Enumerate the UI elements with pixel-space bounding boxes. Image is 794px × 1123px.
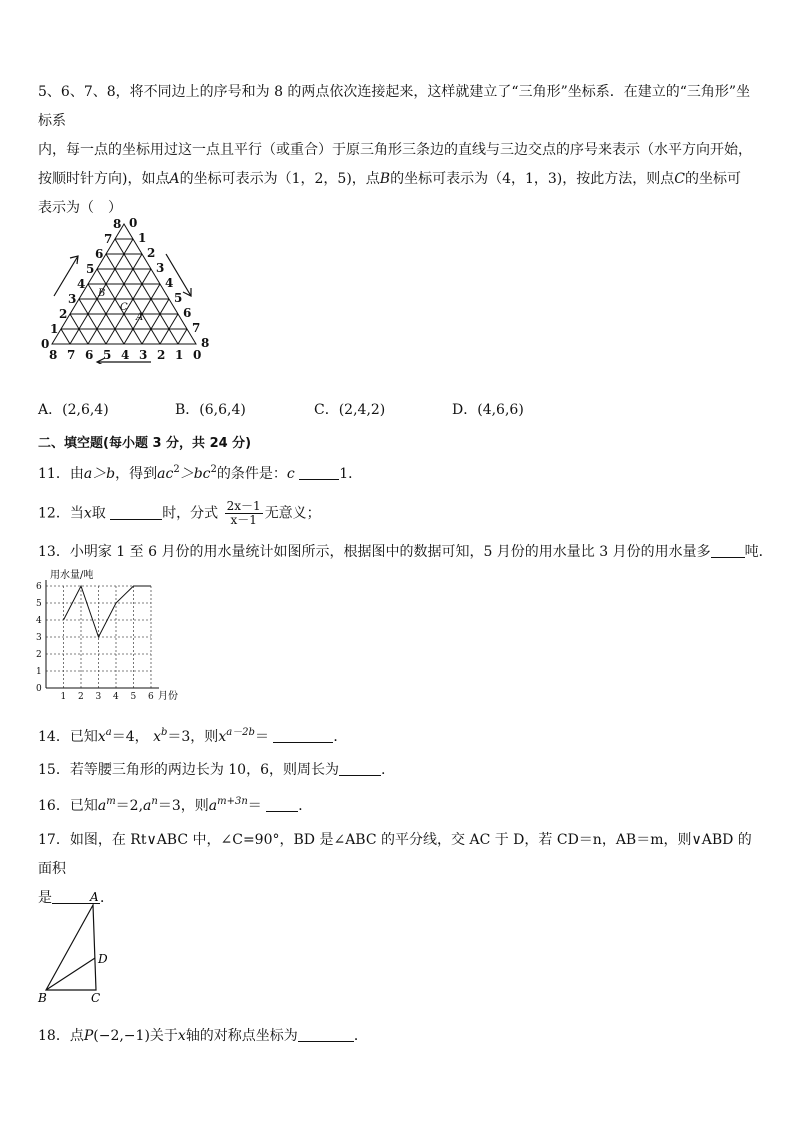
right-side-label: 7	[192, 321, 201, 335]
left-side-label: 6	[95, 247, 104, 261]
bottom-label: 7	[67, 348, 76, 362]
bottom-label: 1	[175, 348, 184, 362]
chart-y-label: 用水量/吨	[50, 570, 94, 581]
question-17: 17．如图，在 Rt∨ABC 中，∠C=90°，BD 是∠ABC 的平分线，交 AC 于 D，若 CD＝n，AB＝m，则∨ABD 的面积 是 ．	[38, 832, 752, 906]
right-side-label: 8	[201, 336, 210, 350]
question-18: 18．点P(−2,−1)关于x轴的对称点坐标为 ．	[38, 1028, 368, 1044]
label-a: A	[90, 890, 99, 904]
water-usage-line	[64, 586, 152, 637]
triangle-coordinate-figure	[36, 212, 216, 364]
x-tick-label: 6	[148, 692, 154, 702]
option-c[interactable]: C．(2,4,2)	[314, 402, 386, 418]
y-tick-label: 5	[36, 599, 42, 609]
right-side-label: 3	[156, 261, 165, 275]
question-11: 11．由a＞b，得到$ac^2>bc^2$的条件是：c 1．	[38, 464, 363, 482]
point-label-b: B	[98, 288, 106, 299]
bottom-label: 8	[49, 348, 58, 362]
left-side-label: 4	[77, 277, 86, 291]
label-c: C	[91, 991, 101, 1005]
point-label-a: A	[136, 312, 144, 323]
triangle-abc	[46, 905, 96, 990]
q15-answer-blank[interactable]	[339, 761, 381, 776]
bottom-label: 0	[193, 348, 202, 362]
right-side-label: 1	[138, 231, 147, 245]
bottom-label: 3	[139, 348, 148, 362]
option-a[interactable]: A．(2,6,4)	[38, 402, 109, 418]
x-tick-label: 4	[113, 692, 119, 702]
bisector-bd	[46, 958, 95, 990]
q13-answer-blank[interactable]	[711, 543, 745, 558]
right-side-label: 5	[174, 291, 183, 305]
point-c-label: C	[674, 171, 685, 187]
option-d[interactable]: D．(4,6,6)	[452, 402, 524, 418]
grid-line-left-parallel	[178, 329, 187, 344]
y-tick-label: 3	[36, 633, 42, 643]
left-side-label: 5	[86, 262, 95, 276]
y-tick-label: 1	[36, 667, 42, 677]
x-tick-label: 1	[60, 692, 67, 702]
left-side-label: 7	[104, 232, 113, 246]
x-tick-label: 2	[78, 692, 84, 702]
question-12: 12．当x取 时，分式 $\frac{2x-1}{x-1}$ 无意义；	[38, 499, 321, 527]
right-side-label: 6	[183, 306, 192, 320]
point-b-label: B	[379, 171, 391, 187]
q14-answer-blank[interactable]	[273, 728, 333, 743]
question-13: 13．小明家 1 至 6 月份的用水量统计如图所示，根据图中的数据可知，5 月份的用水量比 3 月份的用水量多 吨．	[38, 544, 773, 560]
question-16: 16．已知$a^m=2,a^n=3$，则$a^{m+3n}=$ ．	[38, 796, 313, 814]
right-side-label: 2	[147, 246, 156, 260]
y-tick-label: 6	[36, 582, 42, 592]
bottom-label: 6	[85, 348, 94, 362]
x-tick-label: 5	[130, 692, 137, 702]
question-15: 15．若等腰三角形的两边长为 10，6，则周长为 .	[38, 762, 386, 778]
grid-line-right-parallel	[61, 329, 70, 344]
right-triangle-figure	[36, 890, 126, 1006]
q10-text: 5、6、7、8，将不同边上的序号和为 8 的两点依次连接起来，这样就建立了“三角形”坐标系．在建立的“三角形”坐标系 内，每一点的坐标用过这一点且平行（或重合）于原三角形三条边的直线与三边交点的序号来表示（水平方向开始， 按顺时针方向)，如点A的坐标可表示为（1，2，5)，点B的坐标可表示为（4，1，3)，按此方法，则点C的坐标可 表示为（ ）	[38, 84, 752, 216]
y-tick-label: 4	[36, 616, 42, 626]
grid-line-left-parallel	[106, 269, 151, 344]
y-tick-label: 2	[36, 650, 42, 660]
left-arrow	[54, 256, 78, 296]
section-heading: 二、填空题(每小题 3 分，共 24 分)	[38, 436, 252, 451]
question-14: 14．已知$x^a=4$， $x^b=3$，则$x^{a-2b}=$ ．	[38, 727, 348, 745]
left-side-label: 0	[41, 337, 50, 351]
option-b[interactable]: B．(6,6,4)	[175, 402, 246, 418]
y-tick-label: 0	[36, 684, 42, 694]
label-d: D	[98, 952, 108, 966]
left-side-label: 8	[113, 217, 122, 231]
bottom-label: 4	[121, 348, 130, 362]
q11-answer-blank[interactable]	[299, 465, 339, 480]
bottom-label: 5	[103, 348, 112, 362]
right-side-label: 0	[129, 216, 138, 230]
water-usage-chart	[34, 566, 194, 702]
right-side-label: 4	[165, 276, 174, 290]
q12-answer-blank[interactable]	[110, 505, 162, 520]
bottom-label: 2	[157, 348, 166, 362]
point-label-c: C	[120, 302, 128, 313]
fraction: $\frac{2x-1}{x-1}$	[226, 499, 261, 527]
x-tick-label: 3	[95, 692, 102, 702]
left-side-label: 1	[50, 322, 59, 336]
left-side-label: 2	[59, 307, 68, 321]
q18-answer-blank[interactable]	[298, 1027, 354, 1042]
q16-answer-blank[interactable]	[266, 797, 298, 812]
left-side-label: 3	[68, 292, 77, 306]
point-a-label: A	[169, 171, 180, 187]
chart-x-label: 月份	[158, 691, 178, 702]
label-b: B	[38, 991, 47, 1005]
